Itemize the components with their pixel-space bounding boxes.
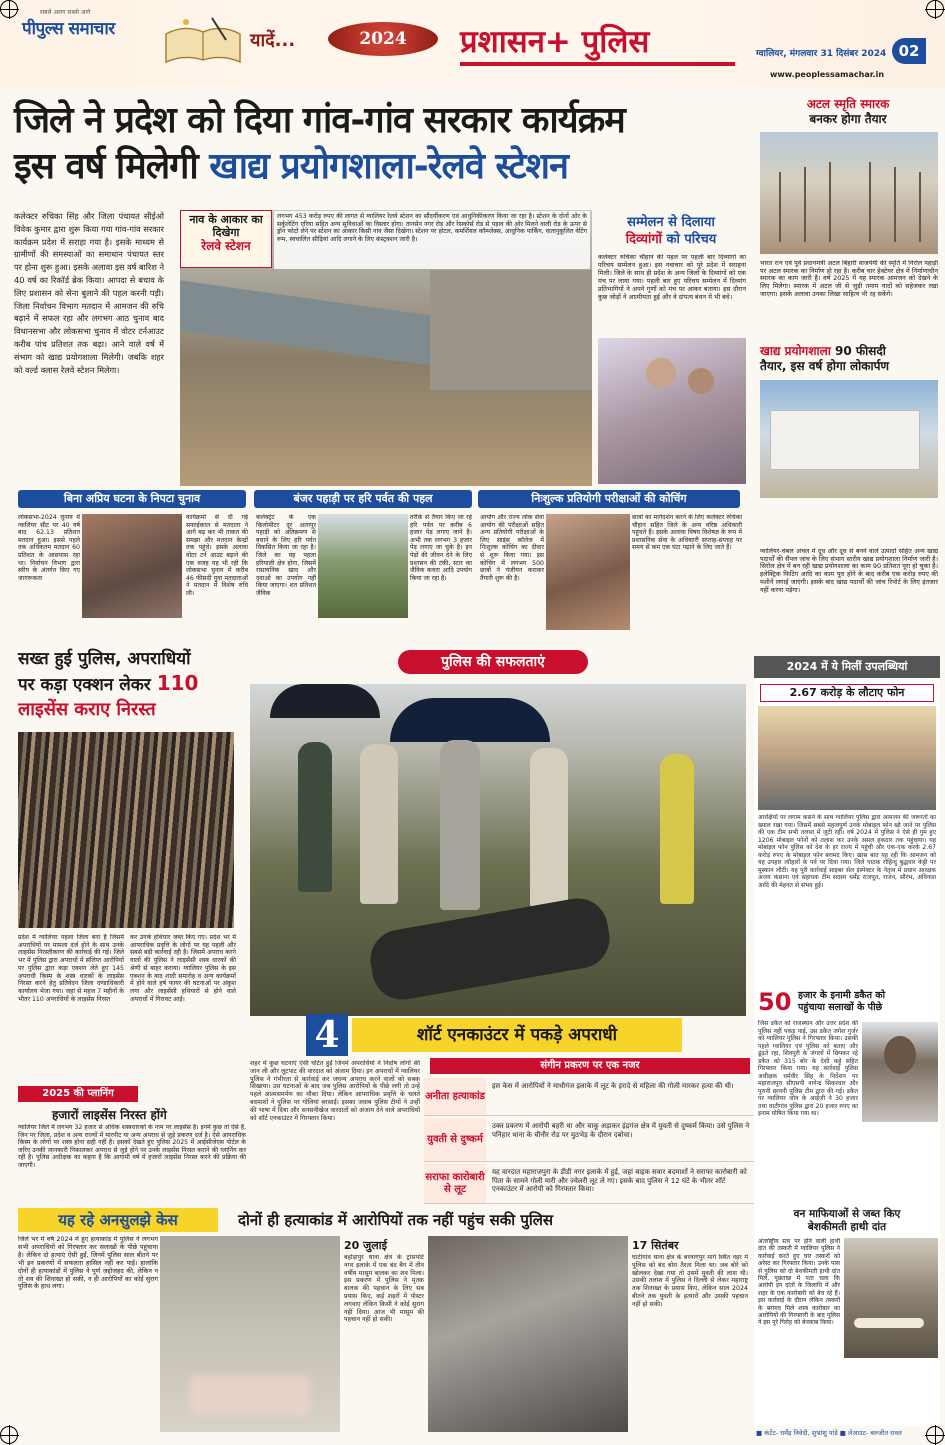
reward-title [798,990,938,1014]
newspaper-logo[interactable]: पीपुल्स समाचार [22,19,115,39]
weapons-photo [18,732,234,928]
headline-line-2a: इस वर्ष मिलेगी [14,146,210,187]
achievements-header: 2024 में ये मिलीं उपलब्धियां [754,656,940,678]
reward-title-a: हजार के इनामी डकैत को [798,990,886,1001]
lab-title-line1 [760,344,938,359]
station-caption: लगभग 453 करोड़ रुपए की लागत से ग्वालियर रेलवे स्टेशन का सौंदर्यीकरण एवं आधुनिकीकरण किया जा रहा है। स्टेशन के दोनों ओर के सर्कुलेटिंग एरिया सहित अन्य सुविधाओं का विस्तार होगा। तानसेन नगर रोड और रेसकोर्स रोड से पड़ाव की ओर मिलने वाली रोड के ऊपर से ड्रोन फोटो लेने पर स्टेशन का आकार किसी नाव जैसा दिखेगा। स्टेशन पर होटल, कमर्शियल कॉम्प्लेक्स, आधुनिक पार्किंग, वातानुकूलित वेटिंग रूम, स्वचालित सीढ़ियां आदि लगाने के लिए कंस्ट्रक्शन जारी है। [274,211,590,269]
registration-mark [926,0,944,18]
officer-figure [298,742,332,892]
officer-figure [360,744,398,904]
encounter-number-box: 4 [306,1014,348,1056]
ivory-photo [844,1238,938,1358]
headline-line-1: जिले ने प्रदेश को दिया गांव-गांव सरकार कार्यक्रम [14,100,625,141]
unsolved-photo-2 [428,1236,628,1432]
station-platform-shape [180,280,460,369]
green-photo [318,514,408,618]
ivory-title-b: बेशकीमती हाथी दांत [807,1221,887,1233]
atal-title-a: अटल स्मृति स्मारक [806,97,890,111]
unsolved-photo-1 [160,1236,340,1432]
officer-figure [440,740,480,910]
sangeen-row [424,1078,755,1116]
sangeen-header: संगीन प्रकरण पर एक नजर [430,1058,750,1074]
planning-title: हजारों लाइसेंस निरस्त होंगे [52,1108,167,1122]
sangeen-row-text: उक्त प्रकरण में आरोपी बहरी था और चाकू अड़ाकर इंद्रगंज क्षेत्र में युवती से दुष्कर्म किया। उसे पुलिस ने पनिहार थाना के चीनौर रोड पर मुठभेड़ के दौरान दबोचा। [492,1122,750,1139]
coaching-col2: छात्रों का मार्गदर्शन करने के लिए कलेक्टर रुचिका चौहान सहित जिले के अन्य वरिष्ठ अधिकारी पहुंचते हैं। इसके अलावा विषय विशेषज्ञ के रूप में प्रशासनिक सेवा के अधिकारी सप्ताह-सप्ताह पर समय से कम एक घंटा पढ़ाने के लिए जाते हैं। [632,514,742,552]
book-illustration [162,14,244,66]
lab-body: ग्वालियर-चंबल अंचल में दूध और दूध से बनने वाले उत्पादों सहित अन्य खाद्य पदार्थों की सैंपल जांच के लिए संभाग स्तरीय खाद्य प्रयोगशाला निर्माण जारी है। सिरोल क्षेत्र में बन रही खाद्य प्रयोगशाला का काम 90 प्रतिशत पूरा हो चुका है। इलेक्ट्रिक फिटिंग आदि का काम पूरा होने के बाद करीब एक करोड़ रुपए की मशीनें लगाई जाएंगी। इसके बाद खाद्य पदार्थों की जांच रिपोर्ट के लिए इंतजार नहीं करना पड़ेगा। [760,548,938,594]
planning-body: ग्वालियर जिले में लगभग 32 हजार से अधिक शस्त्रधारकों के नाम पर लाइसेंस है। इनमें कुछ तो ऐसे हैं, जिन पर जिला, प्रदेश व अन्य राज्यों में मारपीट या अन्य अपराध से जुड़े प्रकरण दर्ज है। ऐसे आपराधिक किस्म के लोगों पर शस्त्र होना सही नहीं है। इसको देखते हुए पुलिस 2025 में आईसीजेएस पोर्टल के जरिए उनकी जानकारी निकालकर अपराध से जुड़े होने पर उनके लाइसेंस निरस्त कराने की प्लानिंग कर रही है। पुलिस अधीक्षक का कहना है कि आगामी वर्ष में हजारों लाइसेंस निरस्त करने की प्रक्रिया की जाएगी। [18,1124,246,1169]
green-col2: तरीके से तैयार किए जा रहे हरि पर्वत पर करीब 6 हजार पेड़ लगाए जाने है। अभी तक लगभग 3 हजार पेड़ लगाए जा चुके है। इन पेड़ों की जीवन देने के लिए प्रशासन की टंकी, स्टार का जैविक कचरा आदि उपयोग किया जा रहा है। [410,514,472,582]
election-photo [82,514,182,618]
divyang-photo-person [646,358,676,388]
case2-date: 17 सितंबर [632,1239,679,1252]
section-underline [460,62,735,66]
reward-number: 50 [758,988,792,1016]
section-title: प्रशासन+ पुलिस [460,24,650,60]
registration-mark [926,1426,944,1444]
sangeen-row [424,1118,755,1162]
election-col1: लोकसभा-2024 चुनाव में ग्वालियर सीट पर 40 वर्ष बाद 62.13 प्रतिशत मतदान हुआ। इससे पहले तक अधिकतम मतदान 60 प्रतिशत के आसपास रहा था। निर्वाचन विभाग द्वारा स्वीप के अंतर्गत किए गए जागरूकता [18,514,80,582]
dateline: ग्वालियर, मंगलवार 31 दिसंबर 2024 [756,49,887,59]
officer-figure [660,754,694,904]
lab-building-shape [770,410,920,470]
case1-body: बहोड़ापुर थाना क्षेत्र के ट्रांसपोर्ट नगर इलाके में एक बंद बैग में तीन वर्षीय मासूम बालक का शव मिला। इस प्रकरण में पुलिस ने मृतक बालक की पहचान के लिए सब प्रयास किए, कई शहरों में पोस्टर लगवाए लेकिन किसी ने कोई सुराग नहीं दिया। आज भी मासूम की पहचान नहीं हो सकी। [344,1254,424,1324]
station-label-b: रेलवे स्टेशन [201,239,251,253]
sangeen-row-text: इस केस में आरोपियों ने माधौगंज इलाके में लूट के इरादे से महिला की गोली मारकर हत्या की थी। [492,1082,734,1090]
election-col2: कार्यक्रमों से दी गई सफाईकाल से मतदाता ने आगे बढ़ कर भी ताकत की समझा और मतदान केन्द्रों तक पहुंचे। इसके अलावा वोटर टर्न आउट बढ़ाने की एक वजह यह भी रही कि लोकसभा चुनाव में करीब 46 फीसदी युवा मतदाताओं ने मतदान में विशेष रुचि ली। [186,514,248,597]
headline-line-2 [14,144,754,190]
license-headline-b-wrap [18,670,240,698]
page-number: 02 [892,38,926,64]
case2-body: घाटीगांव थाना क्षेत्र के बरनागपुर मार्ग स्थित नहर में पुलिस को बंद बोरा तैरता मिला था। जब बोरे को खोलकर देखा गया तो उसमें युवती की लाश थी। उसकी तलाश में पुलिस ने दिल्ली से लेकर महाराष्ट्र तक शिनाख्त के प्रयास किए, लेकिन साल 2024 बीतने तक युवती के हत्यारों और उसकी पहचान नहीं हो सकी। [632,1254,748,1308]
dacoit-photo [862,1022,938,1122]
license-headline-c: लाइसेंस कराए निरस्त [18,699,156,720]
green-title: बंजर पहाड़ी पर हरि पर्वत की पहल [254,490,472,508]
sangeen-row-label: सराफा कारोबारी से लूट [424,1164,486,1203]
lead-story-body: कलेक्टर रुचिका सिंह और जिला पंचायत सीईओ विवेक कुमार द्वारा शुरू किया गया गांव-गांव सरकार कार्यक्रम प्रदेश में सराहा गया है। इसके माध्यम से ग्रामीणों की समस्याओं का समाधान पंचायत स्तर पर होना शुरू हुआ। इसके अलावा इस वर्ष बारिश ने 40 वर्ष का रिकॉर्ड ब्रेक किया। आपदा से बचाव के लिए प्रशासन को सेना बुलाने की पहल करनी पड़ी। जिला निर्वाचन विभाग मतदान में आमजन की रुचि बढ़ाने में सफल रहा और लगभग आठ चुनाव बाद विधानसभा और लोकसभा चुनाव में वोटर टर्नआउट करीब पांच प्रतिशत तक बढ़ा। आने वाले वर्ष में संभाग को खाद्य प्रयोगशाला मिलेगी। जबकि शहर को वर्ल्ड क्लास रेलवे स्टेशन मिलेगा। [14,211,164,375]
license-headline [18,648,240,722]
divyang-title-b: दिव्यांगों [625,232,663,247]
divyang-photo [598,338,746,484]
coaching-col1: आयोग और राज्य लोक सेवा आयोग की परीक्षाओं सहित अन्य प्रतियोगी परीक्षाओं के लिए साइंस कॉलेज में निःशुल्क कोचिंग का दीवार से शुरू किया गया। इस कोचिंग में लगभग 500 छात्रों ने पंजीयन कराकर तैयारी शुरू की है। [480,514,544,582]
motorcycle-shape [366,894,615,1005]
license-headline-a: सख्त हुई पुलिस, अपराधियों [18,649,191,669]
sangeen-row [424,1164,755,1204]
dacoit-face [884,1036,916,1074]
registration-mark [0,0,18,18]
year-badges [328,22,438,56]
police-success-title: पुलिस की सफलताएं [398,650,588,674]
divyang-photo-person [688,368,714,394]
election-title: बिना अप्रिय घटना के निपटा चुनाव [18,490,246,508]
registration-mark [0,1426,18,1444]
atal-photo [760,132,938,254]
station-label-box [180,210,272,268]
license-headline-num: 110 [156,671,199,695]
lab-photo [760,380,938,498]
license-col1: प्रदेश में ग्वालियर पहला जिला बना है जिसमें अपराधियों पर मामला दर्ज होने के साथ उनके लाइसेंस निरस्तीकरण की कार्रवाई की गई। जिले भर में पुलिस द्वारा अपराधों में संलिप्त आरोपियों पर पुलिस द्वारा कड़ा एक्शन लेते हुए 145 अपराधी किस्म के शस्त्र धारकों के लाइसेंस निरस्त करने हेतु प्रतिवेदन जिला दण्डाधिकारी कार्यालय भेजा गया। जहां से महज 7 महीनों के भीतर 110 अपराधियों के लाइसेंस निरस्त [18,934,124,1003]
officer-figure [530,748,568,908]
sangeen-row-label: युवती से दुष्कर्म [424,1118,486,1161]
credit-line: ■ कंटेंट- धर्मेंद्र त्रिवेदी, शुभ्रांशु पांडे ■ लेआउट- बरुजीत रावत [756,1429,902,1437]
unsolved-col1: जिले भर में वर्ष 2024 में हुए हत्याकांड में पुलिस ने लगभग सभी अपराधियों को गिरफ्तार कर सलाखों के पीछे पहुंचाया है। लेकिन दो हत्याएं ऐसी हुईं, जिनमें पुलिस साल बीतने पर भी इन प्रकरणों में सफलता हासिल नहीं कर पाई। हालांकि दोनों ही हत्याकांडों में पुलिस ने पूर्ण जद्दोजहद की, लेकिन न तो शव की शिनाख्त हो सकी, न ही आरोपियों का कोई सुराग पुलिस के हाथ लगा। [18,1236,158,1291]
atal-title [758,97,938,127]
headline-line-2b: खाद्य प्रयोगशाला-रेलवे स्टेशन [209,146,569,187]
unsolved-title: दोनों ही हत्याकांड में आरोपियों तक नहीं पहुंच सकी पुलिस [238,1211,554,1229]
encounter-title: शॉर्ट एनकाउंटर में पकड़े अपराधी [352,1018,682,1052]
masthead [0,0,945,88]
encounter-body: शहर में कुछ घटनाएं ऐसी घटित हुईं जिनमें अपराधियों ने निर्दोष लोगों की जान ली और लूटपाट की वारदात को अंजाम दिया। इन अपराधों में ग्वालियर पुलिस ने गंभीरता से कार्रवाई कर जघन्य अपराध करने वालों को सबक सिखाया। उस घटनाओं के बाद जब पुलिस आरोपियों के पीछे लगी तो उन्हें पहले आत्मसमर्पण का मौका दिया। लेकिन आपराधिक प्रवृत्ति के चलते बदमाशों ने पुलिस पर गोलियां बरसाईं। इसका जवाब पुलिस टीमों ने उन्हीं की भाषा में दिया और सनसनीखेज वारदातों को अंजाम देने वाले अपराधियों को शॉर्ट एनकाउंटर में गिरफ्तार किया। [250,1060,420,1122]
station-label-a: नाव के आकार का दिखेगा [189,213,263,239]
phones-body: आरक्षियों पर लगाम कसने के साथ ग्वालियर पुलिस द्वारा आमजन की जरूरतों का ख्याल रखा गया। जिसमें सबसे महत्वपूर्ण उनके मोबाइल फोन खो जाने पर पुलिस की एक टीम सभी तलाश में जुटी रही। वर्ष 2024 में पुलिस ने ऐसे ही गुम हुए 1206 मोबाइल फोनों को तलाश कर उनके असल हकदार तक पहुंचाया। यह मोबाइल फोन पुलिस को देश के हर राज्य में पहुंची और एक-एक करके 2.67 करोड़ रुपए के मोबाइल फोन बरामद किए। खास बात यह रही कि आमजन को यह उपहार त्यौहारों के पर्व पर दिया गया। जिले पाठक रोहिन्दु बुद्धवार केट्टी पर मुस्कान लौटी। यह पूरी कार्रवाई साइबर सेल इंस्पेक्टर के नेतृत्व में प्रधान आरक्षक अजय कंसाना एवं सहायक टीम सदस्य धर्मेंद्र राजपूत, राजन, सौरभ, अविनाश आदि की मेहनत से संभव हुई। [758,814,936,889]
phones-photo [758,706,936,810]
sangeen-row-label: अनीता हत्याकांड [424,1078,486,1115]
license-headline-b: पर कड़ा एक्शन लेकर [18,675,157,695]
divyang-title-a: सम्मेलन से दिलाया [627,215,715,230]
license-col2: कर उनके हथियार जब्त किए गए। प्रदेश भर में आपराधिक प्रवृत्ति के लोगों पर यह पहली और सबसे बड़ी कार्रवाई रही है। जिसमें अपराध करने वालों की पुलिस ने लाइसेंसी शस्त्र धारकों की श्रेणी से बाहर कराया। ग्वालियर पुलिस के इस एक्शन के बाद शादी समारोह व अन्य कार्यक्रमों में होने वाले हर्ष फायर की घटनाओं पर अंकुश लगा और लाइसेंसी हथियारों से होने वाले अपराधों में गिरावट आई। [130,934,236,1003]
case1-date: 20 जुलाई [344,1239,388,1252]
lab-title [760,344,938,374]
divyang-body: कलेक्टर रुचिका चौहान की पहल पर पहली बार दिव्यांगों का परिचय सम्मेलन हुआ। इस नवाचार को पूरे प्रदेश में सराहना मिली। जिले के साथ ही प्रदेश के अन्य जिलों के दिव्यांगों को एक मंच पर लाया गया। पहली बार हुए परिचय सम्मेलन में दिव्यांग प्रतिभागियों ने अपने गुणों को मंच पर आकर बताया। इस दौरान कुछ जोड़ों ने आत्मीयता हुई और वे दांपत्य बंधन में भी बंधे। [598,254,746,301]
divyang-title-b-wrap [596,231,746,248]
green-col1: कलेक्ट्रेट के एक किलोमीटर दूर अलापुर पहाड़ी को अतिक्रमण से बचाने के लिए हरि पर्वत विकसित किया जा रहा है। जिले का यह पहला हरियाली क्षेत्र होगा, जिसमें रासायनिक खाद और दवाओं का उपयोग नहीं किया जाएगा। शत प्रतिशत जैविक [256,514,316,597]
lab-title-b: 90 फीसदी [830,344,886,358]
unsolved-label: यह रहे अनसुलझे केस [18,1208,218,1232]
sangeen-row-text: यह वारदात महाराजपुरा के डीडी नगर इलाके में हुई, जहां बाइक सवार बदमाशों ने सराफा कारोबारी को पिता के सामने गोली मारी और ज्वेलरी लूट ले गए। इसके बाद पुलिस ने 12 घंटे के भीतर शॉर्ट एनकाउंटर में आरोपी को गिरफ्तार किया। [492,1168,747,1194]
phones-title: 2.67 करोड़ के लौटाए फोन [760,684,934,702]
atal-title-b: बनकर होगा तैयार [809,112,887,126]
police-photo [250,684,746,1016]
lab-title-c: तैयार, इस वर्ष होगा लोकार्पण [760,359,890,373]
main-headline [14,98,754,190]
blurred-area [190,1376,310,1416]
year-ornament: 2024 [328,22,438,56]
edition-tag: सबसे अलग सबसे आगे [40,9,91,16]
tusk-shape [854,1318,924,1328]
ivory-title [758,1208,936,1234]
atal-body: भारत रत्न एवं पूर्व प्रधानमंत्री अटल बिहारी वाजपेयी की स्मृति में निरोल पहाड़ी पर अटल स्मारक का निर्माण हो रहा है। करीब चार हेक्टेयर क्षेत्र में निर्माणाधीन स्मारक का काम जारी है। वर्ष 2025 में यह स्मारक आमजन को देखने के लिए मिलेगा। स्मारक में अटल जी से जुड़ी तमाम यादों को सहेजकर रखा जाएगा। इसके अलावा उनका लिखा साहित्य भी रह सकेंगे। [760,260,938,298]
achievements-panel [754,656,940,1426]
reward-title-b: पहुंचाया सलाखों के पीछे [798,1002,883,1013]
umbrella-shape [270,684,380,718]
ivory-body: अंतर्राष्ट्रीय स्तर पर होने वाली हाथी दांत की तस्करी में ग्वालियर पुलिस ने कार्रवाई करते हुए चार तस्करों को अरेस्ट कर गिरफ्तार किया। उनके पास से पुलिस को दो बेशकीमती हाथी दांत मिले, पूछताछ में पता चला कि आरोपी इन दांतों के जिलाधि में और शहर के एक कारोबारी को बेच रहे हैं। इस कार्रवाई के दौरान लेकिन तस्करों के बरामद मिले शस्त्र कारोबार का आरोपियों की गिरफ्तारी के बाद पुलिस ने इस पूरे गिरोह को बेनकाब किया। [758,1238,840,1327]
ivory-title-a: वन माफियाओं से जब्त किए [793,1208,901,1220]
umbrella-shape [390,698,550,742]
coaching-title: निःशुल्क प्रतियोगी परीक्षाओं की कोचिंग [478,490,740,508]
divyang-title [596,214,746,248]
lab-title-a: खाद्य प्रयोगशाला [760,344,831,358]
memories-label: यादें... [250,30,296,51]
coaching-photo [546,514,630,630]
divyang-title-c: को परिचय [662,232,717,247]
atal-scaffold-illustration [760,132,938,254]
reward-body: जिस डकैत को राजस्थान और उत्तर प्रदेश की पुलिस नहीं पकड़ पाई, उस डकैत जगेश गुर्जर को ग्वालियर पुलिस ने गिरफ्तार किया। उसकी पहले ग्वालियर एवं पुलिस को बताए और ढूंढ़ते रहा, शिवपुरी के जंगलों में छिपकर रहे डकैत को 315 बोर के देशी कट्टे सहित गिरफ्तार किया गया। यह कार्रवाई पुलिस अधीक्षक धर्मवीर सिंह के निर्देशन पर महाराजपुरा सीएसपी नागेन्द्र सिकरवार और पुरानी छावनी पुलिस टीम द्वारा की गई। डकैत पर ग्वालियर जोन के आईजी ने 30 हजार तथा घाटीगांव पुलिस द्वारा 20 हजार रुपए का इनाम घोषित किया गया था। [758,1020,858,1117]
website[interactable]: www.peoplessamachar.in [770,70,885,79]
planning-label: 2025 की प्लानिंग [18,1086,138,1102]
station-building-shape [430,270,592,390]
